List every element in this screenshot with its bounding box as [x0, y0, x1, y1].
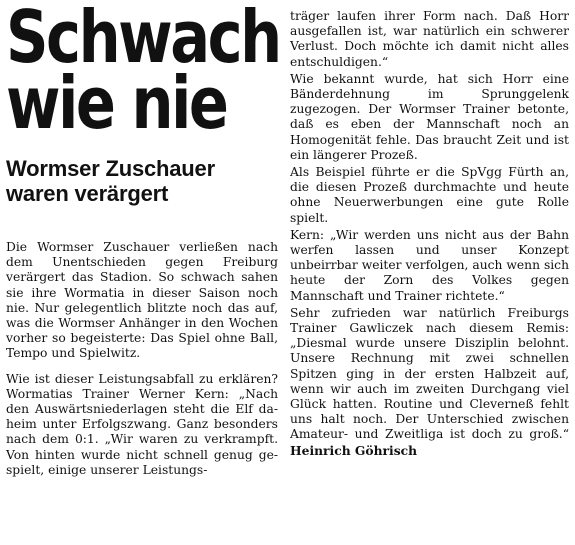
author-byline: Heinrich Göhrisch [290, 442, 418, 458]
headline-line-2: wie nie [6, 61, 227, 145]
body-paragraph: Die Wormser Zuschauer verließen nach dem Unentschieden gegen Freiburg verärgert das Stadion. So schwach sahen sie ihre Wormatia in dieser Saison noch nie. Nur gelegentlich blitzte noch das auf, was die Wormser Anhänger in den Wochen vorher so begeisterte: Das Spiel ohne Ball, Tempo und Spielwitz. [6, 240, 278, 361]
body-paragraph: Wie ist dieser Leistungsabfall zu erklären? Wormatias Trainer Werner Kern: „Nach den Auswärtsniederlagen steht die Elf daheim unter Erfolgszwang. Ganz besonders nach dem 0:1. „Wir waren zu verkrampft. Von hinten wurde nicht schnell genug gespielt, einige unserer Leistungs- [6, 371, 278, 477]
headline [6, 0, 280, 145]
body-paragraph: träger laufen ihrer Form nach. Daß Horr ausgefallen ist, war natürlich ein schwerer Verlust. Doch möchte ich damit nicht alles entschuldigen.“ [290, 9, 569, 69]
left-column [6, 0, 278, 478]
final-paragraph-text: Sehr zufrieden war natürlich Freiburgs Trainer Gawliczek nach diesem Remis: „Diesmal wurde unsere Disziplin belohnt. Unsere Rechnung mit zwei schnellen Spitzen ging in der ersten Halbzeit auf, wenn wir auch im zweiten Durchgang viel Glück hatten. Routine und Cleverneß fehlt uns halt noch. Der Unterschied zwischen Amateur- und Zweitliga ist doch zu groß.“ [290, 305, 569, 442]
subheadline-line-2: waren verärgert [6, 181, 169, 206]
right-column [290, 9, 569, 459]
subheadline-line-1: Wormser Zuschauer [6, 156, 215, 181]
body-paragraph: Wie bekannt wurde, hat sich Horr eine Bänderdehnung im Sprunggelenk zugezogen. Der Wormser Trainer betonte, daß es eben der Mannschaft noch an Homogenität fehle. Das braucht Zeit und ist ein längerer Prozeß. [290, 71, 569, 162]
subheadline [6, 156, 278, 206]
body-paragraph-final [290, 306, 569, 459]
body-paragraph: Kern: „Wir werden uns nicht aus der Bahn werfen lassen und unser Konzept unbeirrbar weiter verfolgen, auch wenn sich heute der Zorn des Volkes gegen Mannschaft und Trainer richtete.“ [290, 227, 569, 303]
body-paragraph: Als Beispiel führte er die SpVgg Fürth an, die diesen Prozeß durchmachte und heute ohne Neuerwerbungen eine gute Rolle spielt. [290, 165, 569, 225]
headline-line-1: Schwach [6, 0, 280, 79]
